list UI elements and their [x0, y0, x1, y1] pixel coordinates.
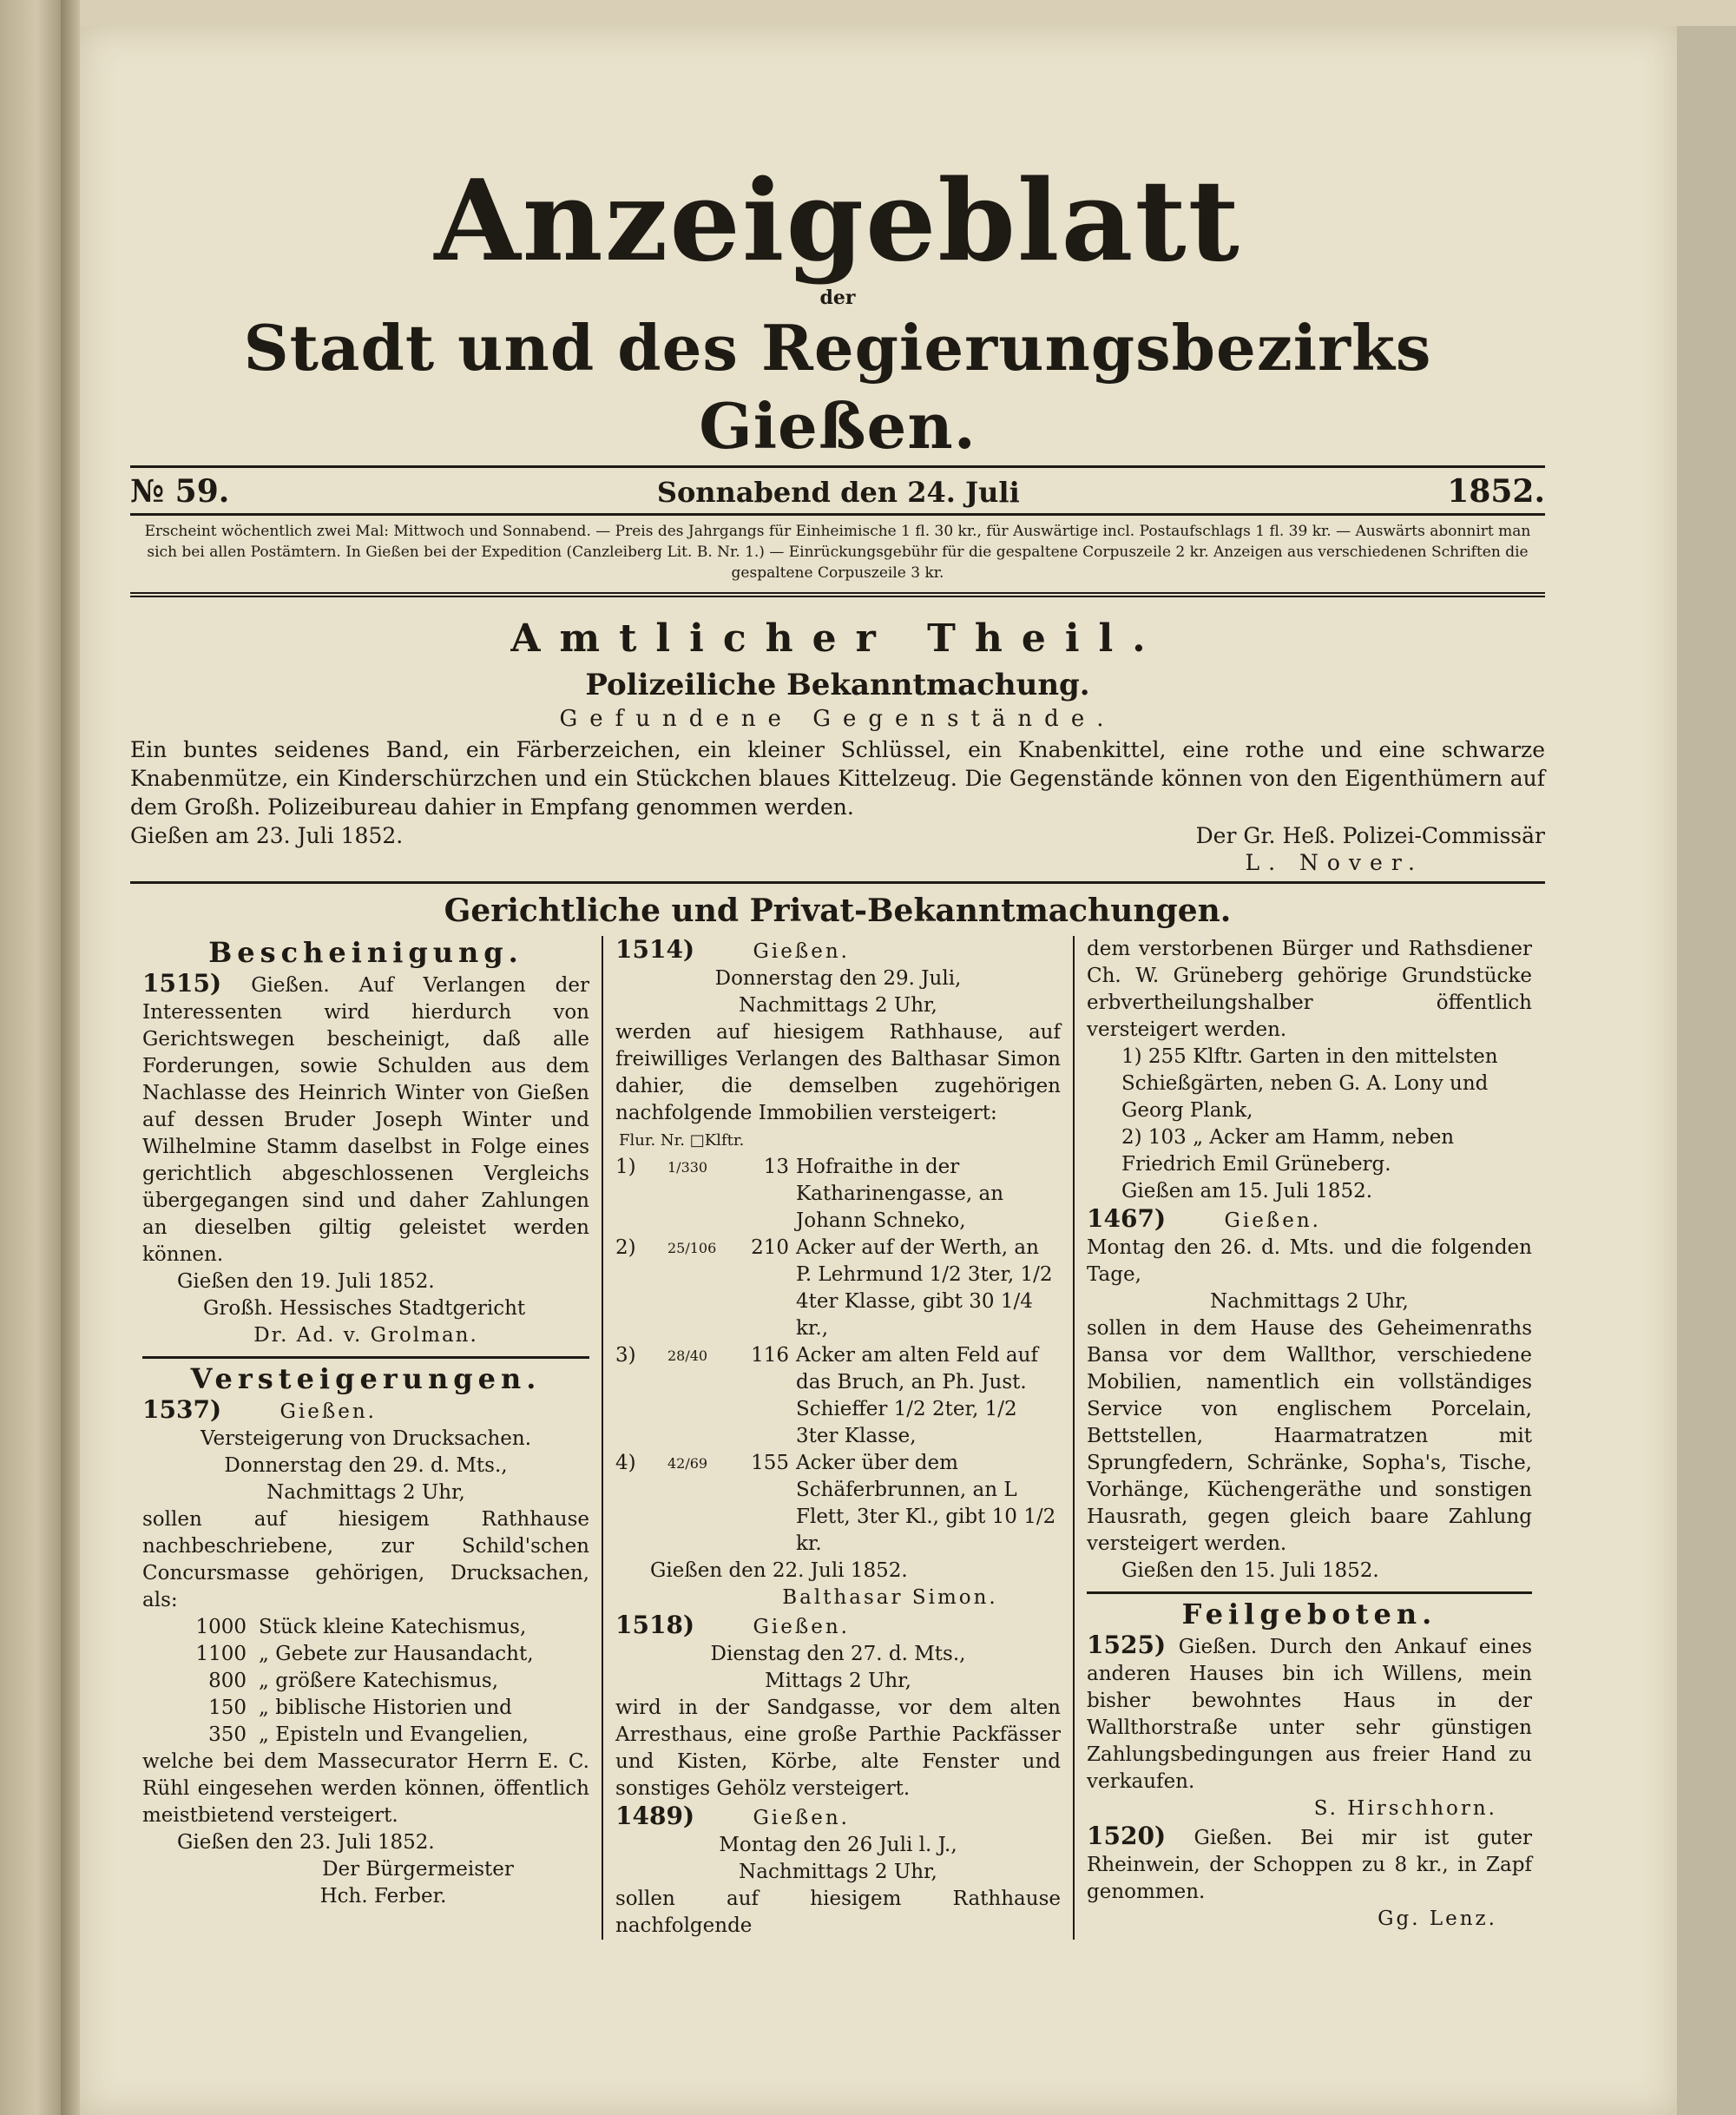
list-item: 1) 255 Klftr. Garten in den mittelsten Schießgärten, neben G. A. Lony und Georg Plank, [1121, 1045, 1498, 1122]
notice-number: 1537) [142, 1395, 222, 1424]
page-content [130, 52, 1545, 1940]
notice-date: Gießen den 19. Juli 1852. [177, 1270, 435, 1293]
three-columns [130, 936, 1545, 1940]
issue-date: Sonnabend den 24. Juli [656, 476, 1020, 509]
notice-signer: S. Hirschhorn. [1313, 1797, 1497, 1820]
official-heading: Amtlicher Theil. [510, 616, 1165, 661]
list-item: 150 „ biblische Historien und [208, 1697, 512, 1719]
auction-time: Nachmittags 2 Uhr, [266, 1481, 465, 1504]
private-heading: Gerichtliche und Privat-Bekanntmachungen. [444, 893, 1232, 929]
list-item: 1100 „ Gebete zur Hausandacht, [195, 1643, 534, 1665]
property-list [615, 1154, 1061, 1558]
auction-text-2: welche bei dem Massecurator Herrn E. C. Rühl eingesehen werden können, öffentlich meistbietend versteigert. [142, 1750, 589, 1827]
official-signature [130, 821, 1545, 850]
notice-text: Gießen. Auf Verlangen der Interessenten wird hierdurch von Gerichtswegen bescheinigt, daß alle Forderungen, sowie Schulden aus dem Nachlasse des Heinrich Winter von Gießen auf dessen Bruder Joseph Winter und Wilhelmine Stamm daselbst in Folge eines gerichtlich abgeschlossenen Vergleichs übergegangen sind und daher Zahlungen an dieselben giltig geleistet werden können. [142, 974, 589, 1266]
notice-date: Gießen den 15. Juli 1852. [1121, 1559, 1379, 1582]
list-item: 1000 Stück kleine Katechismus, [195, 1616, 527, 1638]
court-name: Großh. Hessisches Stadtgericht [203, 1297, 526, 1320]
right-page-edge [1677, 26, 1736, 2115]
auction-time: Nachmittags 2 Uhr, [739, 1861, 937, 1883]
court-signer: Dr. Ad. v. Grolman. [253, 1324, 478, 1347]
official-signer-title: Der Gr. Heß. Polizei-Commissär [1195, 823, 1545, 848]
list-item: 2) 103 „ Acker am Hamm, neben Friedrich Emil Grüneberg. [1121, 1126, 1455, 1176]
masthead-subtitle: Stadt und des Regierungsbezirks Gießen. [243, 311, 1432, 463]
masthead-title: Anzeigeblatt [434, 156, 1241, 287]
official-end-rule [130, 881, 1545, 884]
notice-1518-head [615, 1611, 1061, 1641]
auction-when: Montag den 26 Juli l. J., [719, 1834, 957, 1856]
feilgeboten-heading: Feilgeboten. [1181, 1598, 1437, 1631]
notice-text: Gießen. Durch den Ankauf eines anderen Hauses bin ich Willens, mein bisher bewohntes Haus in der Wallthorstraße unter sehr günstigen Zahlungsbedingungen aus freier Hand zu verkaufen. [1087, 1636, 1533, 1793]
auction-items [142, 1614, 589, 1749]
notice-1467-head [1087, 1205, 1532, 1235]
auction-text: sollen auf hiesigem Rathhause nachbeschriebene, zur Schild'schen Concursmasse gehörigen, Drucksachen, als: [142, 1508, 589, 1611]
mayor-name: Hch. Ferber. [319, 1885, 447, 1907]
column-2 [602, 936, 1073, 1940]
auction-date: Gießen den 22. Juli 1852. [650, 1559, 908, 1582]
table-row: 2) 25/106 210 Acker auf der Werth, an P. Lehrmund 1/2 3ter, 1/2 4ter Klasse, gibt 30 1/4 kr., [615, 1236, 1053, 1340]
notice-number: 1515) [142, 969, 222, 998]
continued-text: dem verstorbenen Bürger und Rathsdiener Ch. W. Grüneberg gehörige Grundstücke erbvertheilungshalber öffentlich versteigert werden. [1087, 938, 1532, 1041]
table-row: 4) 42/69 155 Acker über dem Schäferbrunnen, an L Flett, 3ter Kl., gibt 10 1/2 kr. [615, 1452, 1056, 1555]
notice-number: 1525) [1087, 1631, 1167, 1659]
table-row: 1) 1/330 13 Hofraithe in der Katharinengasse, an Johann Schneko, [615, 1156, 1004, 1232]
auction-title: Versteigerung von Drucksachen. [200, 1427, 532, 1450]
notice-number: 1518) [615, 1611, 695, 1639]
book-gutter [61, 0, 80, 2115]
auction-text: Montag den 26. d. Mts. und die folgenden Tage, [1087, 1236, 1532, 1286]
auction-text: wird in der Sandgasse, vor dem alten Arresthaus, eine große Parthie Packfässer und Kisten, Körbe, alte Fenster und sonstiges Gehölz versteigert. [615, 1697, 1061, 1800]
notice-signer: Gg. Lenz. [1378, 1907, 1497, 1930]
notice-number: 1520) [1087, 1822, 1167, 1850]
bescheinigung-heading: Bescheinigung. [208, 936, 523, 969]
auction-text: sollen auf hiesigem Rathhause nachfolgende [615, 1888, 1061, 1937]
auction-text-2: sollen in dem Hause des Geheimenraths Bansa vor dem Wallthor, verschiedene Mobilien, namentlich ein vollständiges Service von englischem Porcelain, Bettstellen, Haarmatratzen mit Sprungfedern, Schränke, Sopha's, Tische, Vorhänge, Küchengeräthe und sonstigen Hausrath, gegen gleich baare Zahlung versteigert werden. [1087, 1317, 1532, 1555]
notice-1520 [1087, 1822, 1532, 1906]
column-separator [142, 1356, 589, 1359]
versteigerungen-heading: Versteigerungen. [190, 1362, 542, 1395]
table-header: Flur. Nr. □Klftr. [619, 1131, 745, 1150]
notice-place: Gießen. [1224, 1209, 1321, 1232]
official-signer-name: L. Nover. [1245, 850, 1424, 875]
notice-1537-head [142, 1396, 589, 1426]
mayor-title: Der Bürgermeister [322, 1858, 514, 1881]
list-item: 800 „ größere Katechismus, [208, 1670, 499, 1692]
notice-number: 1489) [615, 1802, 695, 1830]
police-heading: Polizeiliche Bekanntmachung. [585, 668, 1090, 702]
auction-when: Dienstag den 27. d. Mts., [710, 1643, 966, 1665]
subscription-notice: Erscheint wöchentlich zwei Mal: Mittwoch und Sonnabend. — Preis des Jahrgangs für Einheimische 1 fl. 30 kr., für Auswärtige incl. Postaufschlags 1 fl. 39 kr. — Auswärts abonnirt man sich bei allen Postämtern. In Gießen bei der Expedition (Canzleiberg Lit. B. Nr. 1.) — Einrückungsgebühr für die gespaltene Corpuszeile 2 kr. Anzeigen aus verschiedenen Schriften die gespaltene Corpuszeile 3 kr. [144, 523, 1531, 582]
table-row: 3) 28/40 116 Acker am alten Feld auf das Bruch, an Ph. Just. Schieffer 1/2 2ter, 1/2 3ter Klasse, [615, 1344, 1038, 1447]
auction-when: Donnerstag den 29. d. Mts., [224, 1454, 508, 1477]
auction-time: Nachmittags 2 Uhr, [1210, 1290, 1409, 1313]
auction-text: werden auf hiesigem Rathhause, auf freiwilliges Verlangen des Balthasar Simon dahier, die demselben zugehörigen nachfolgende Immobilien versteigert: [615, 1021, 1061, 1124]
notice-place: Gießen. [753, 1807, 850, 1829]
column-1 [130, 936, 602, 1940]
notice-1489-head [615, 1802, 1061, 1832]
list-item: 350 „ Episteln und Evangelien, [208, 1723, 529, 1746]
notice-place: Gießen. [279, 1400, 377, 1423]
column-3 [1073, 936, 1544, 1940]
found-items-heading: Gefundene Gegenstände. [559, 706, 1116, 732]
masthead [130, 156, 1545, 465]
auction-time: Nachmittags 2 Uhr, [739, 994, 937, 1017]
notice-number: 1514) [615, 935, 695, 964]
notice-number: 1467) [1087, 1204, 1167, 1233]
issue-number: № 59. [130, 473, 230, 510]
notice-date: Gießen am 15. Juli 1852. [1121, 1180, 1373, 1202]
notice-place: Gießen. [753, 1616, 850, 1638]
notice-place: Gießen. [753, 940, 850, 963]
auction-when: Donnerstag den 29. Juli, [714, 967, 962, 990]
notice-1515 [142, 970, 589, 1268]
left-page-edge [0, 0, 61, 2115]
found-items-text: Ein buntes seidenes Band, ein Färberzeichen, ein kleiner Schlüssel, ein Knabenkittel, eine rothe und eine schwarze Knabenmütze, ein Kinderschürzchen und ein Stückchen blaues Kittelzeug. Die Gegenstände können von den Eigenthümern auf dem Großh. Polizeibureau dahier in Empfang genommen werden. [130, 737, 1545, 820]
auction-time: Mittags 2 Uhr, [765, 1670, 911, 1692]
dateline [130, 468, 1545, 513]
column-separator [1087, 1591, 1532, 1594]
official-date: Gießen am 23. Juli 1852. [130, 823, 404, 848]
masthead-der: der [819, 287, 856, 309]
notice-1525 [1087, 1631, 1532, 1795]
issue-year: 1852. [1447, 473, 1545, 510]
notice-text: Gießen. Bei mir ist guter Rheinwein, der Schoppen zu 8 kr., in Zapf genommen. [1087, 1827, 1532, 1903]
section-rule [130, 592, 1545, 597]
notice-1514-head [615, 936, 1061, 965]
auction-date: Gießen den 23. Juli 1852. [177, 1831, 435, 1854]
auction-signer: Balthasar Simon. [782, 1586, 998, 1609]
